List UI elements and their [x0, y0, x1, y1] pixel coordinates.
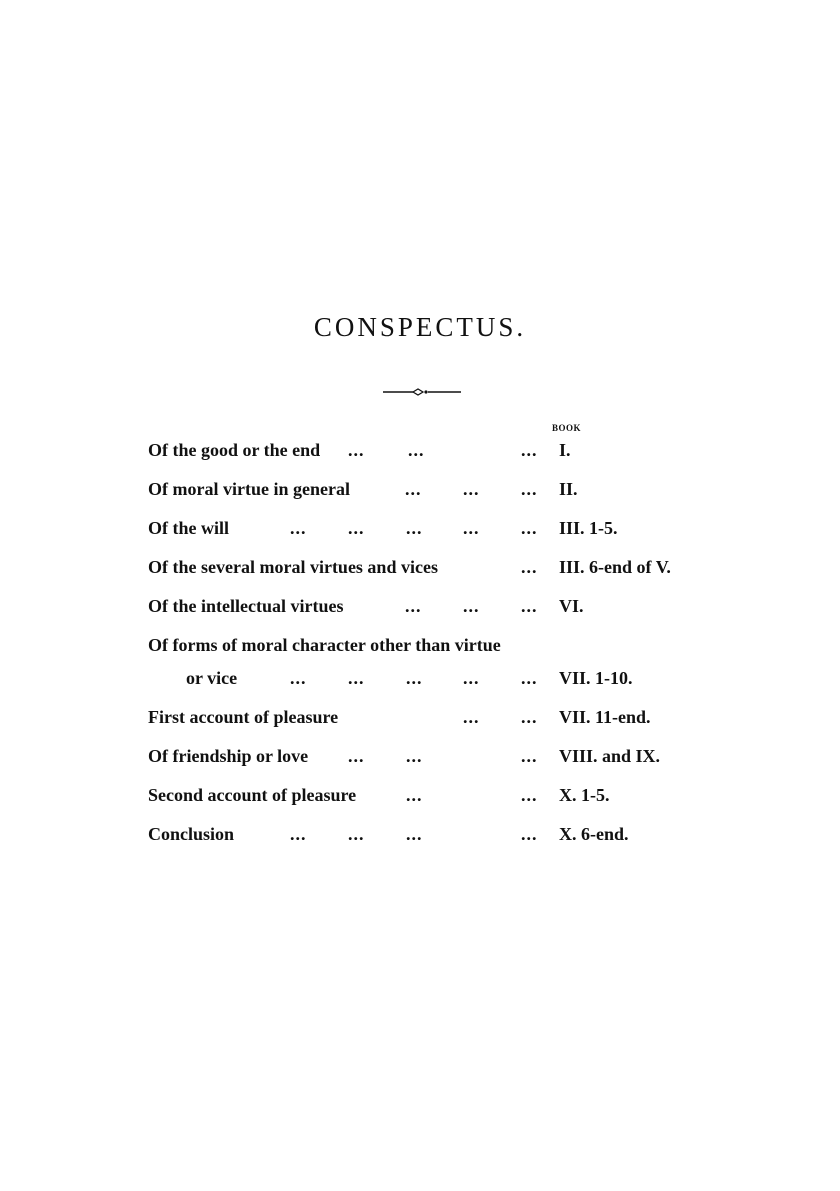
entry-label: Conclusion: [148, 824, 235, 844]
book-reference: III. 1-5.: [559, 518, 618, 538]
book-reference: VI.: [559, 596, 584, 616]
book-reference: II.: [559, 479, 578, 499]
leader-dots: ...: [290, 668, 307, 688]
leader-dots: ...: [290, 518, 307, 538]
leader-dots: ...: [408, 440, 425, 460]
leader-dots: ...: [406, 785, 423, 805]
leader-dots: ...: [521, 440, 538, 460]
leader-dots: ...: [521, 596, 538, 616]
book-reference: X. 1-5.: [559, 785, 610, 805]
book-reference: VII. 11-end.: [559, 707, 651, 727]
entry-label: Of forms of moral character other than virtue: [148, 635, 501, 655]
leader-dots: ...: [463, 707, 480, 727]
leader-dots: ...: [521, 557, 538, 577]
leader-dots: ...: [348, 824, 365, 844]
leader-dots: ...: [521, 785, 538, 805]
leader-dots: ...: [406, 518, 423, 538]
leader-dots: ...: [406, 824, 423, 844]
leader-dots: ...: [290, 824, 307, 844]
entry-label: Of the intellectual virtues: [148, 596, 344, 616]
leader-dots: ...: [463, 479, 480, 499]
book-column-header: BOOK: [552, 423, 582, 433]
book-reference: VIII. and IX.: [559, 746, 661, 766]
leader-dots: ...: [405, 479, 422, 499]
leader-dots: ...: [521, 668, 538, 688]
entry-label: Of the several moral virtues and vices: [148, 557, 438, 577]
leader-dots: ...: [521, 707, 538, 727]
ornament-divider: [383, 386, 461, 398]
entry-label: First account of pleasure: [148, 707, 339, 727]
leader-dots: ...: [406, 668, 423, 688]
entry-label: Of the will: [148, 518, 229, 538]
entry-label: Of friendship or love: [148, 746, 309, 766]
book-reference: VII. 1-10.: [559, 668, 633, 688]
leader-dots: ...: [463, 596, 480, 616]
leader-dots: ...: [463, 518, 480, 538]
leader-dots: ...: [463, 668, 480, 688]
leader-dots: ...: [521, 746, 538, 766]
leader-dots: ...: [348, 668, 365, 688]
leader-dots: ...: [348, 518, 365, 538]
leader-dots: ...: [521, 518, 538, 538]
leader-dots: ...: [405, 596, 422, 616]
entry-label: or vice: [186, 668, 238, 688]
book-reference: I.: [559, 440, 571, 460]
entry-label: Of the good or the end: [148, 440, 321, 460]
book-reference: III. 6-end of V.: [559, 557, 671, 577]
book-reference: X. 6-end.: [559, 824, 629, 844]
leader-dots: ...: [348, 440, 365, 460]
page-title: CONSPECTUS.: [313, 312, 527, 342]
leader-dots: ...: [521, 479, 538, 499]
leader-dots: ...: [521, 824, 538, 844]
leader-dots: ...: [406, 746, 423, 766]
leader-dots: ...: [348, 746, 365, 766]
entry-label: Of moral virtue in general: [148, 479, 350, 499]
entry-label: Second account of pleasure: [148, 785, 357, 805]
